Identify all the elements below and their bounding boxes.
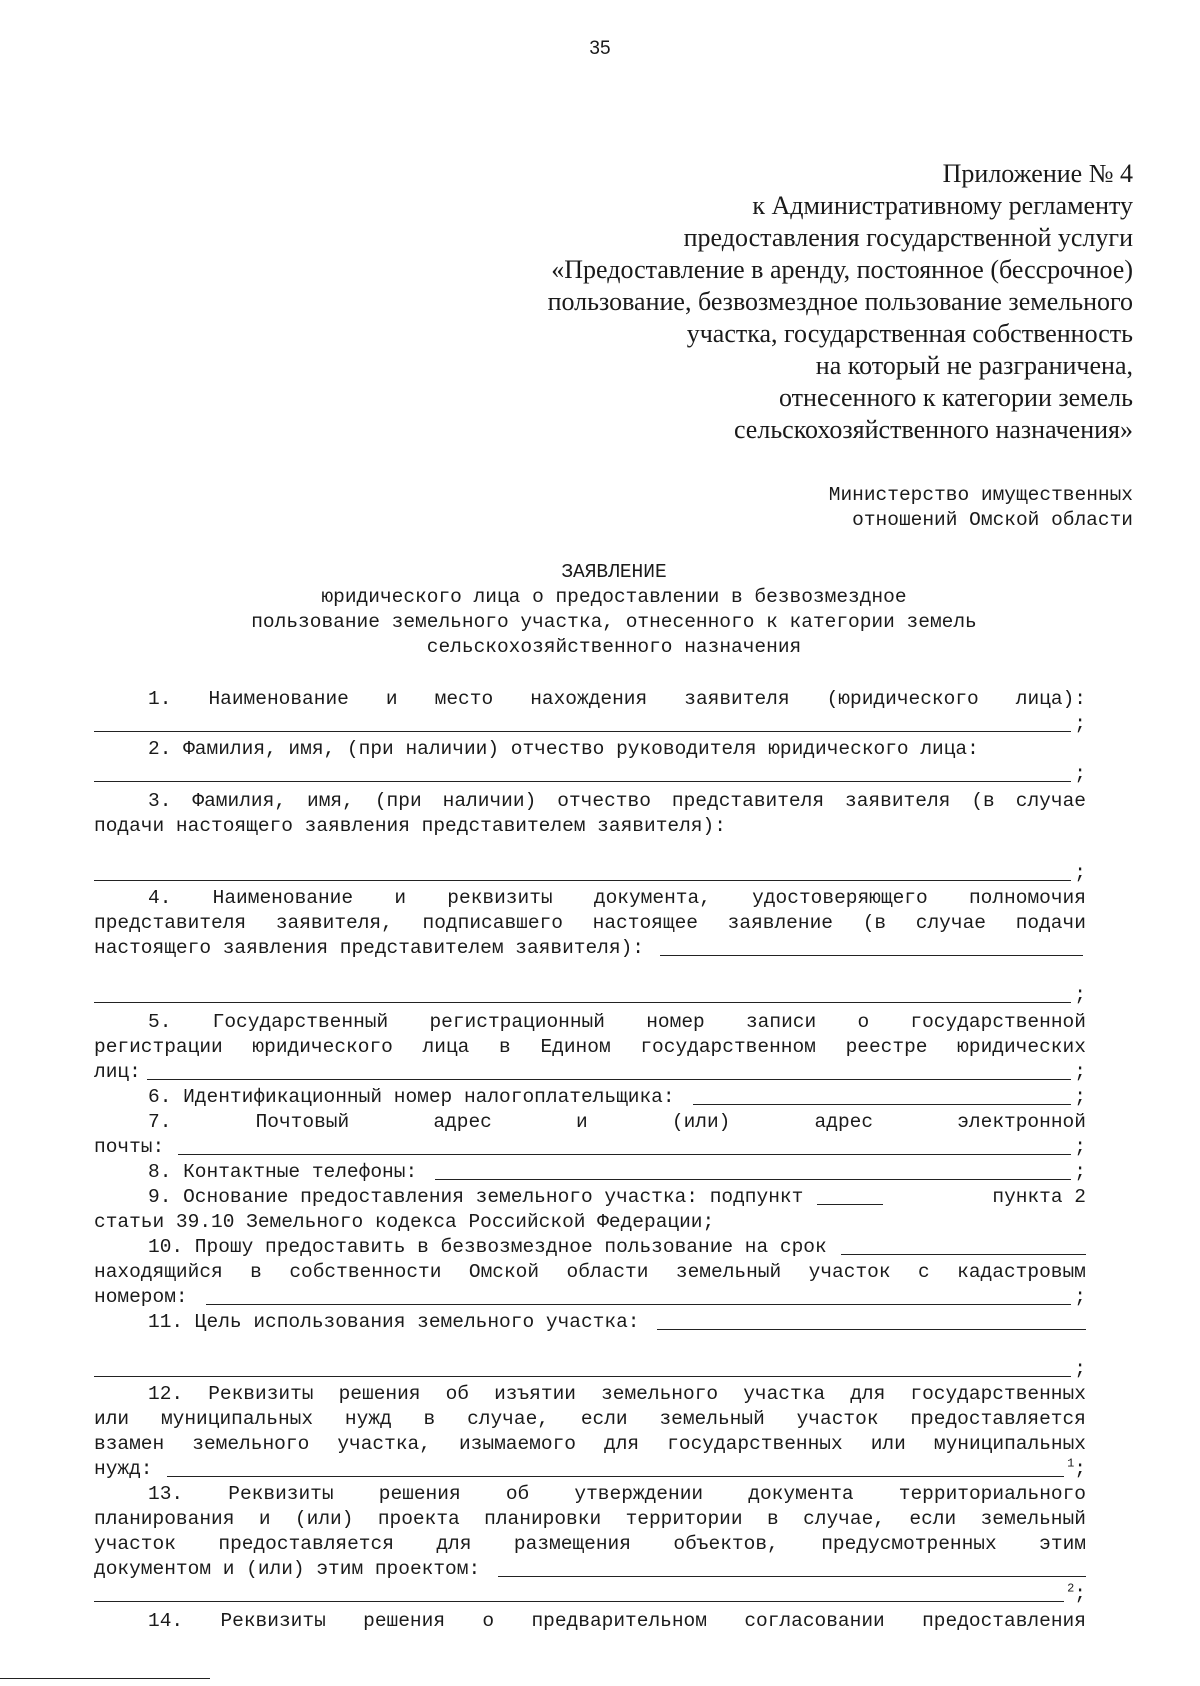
spacer — [94, 961, 1086, 983]
field-10-input-row: номером: ; — [94, 1286, 1086, 1308]
title-line: пользование земельного участка, отнесенного к категории земель — [251, 611, 977, 633]
recipient-line: отношений Омской области — [852, 509, 1133, 531]
page-number: 35 — [589, 38, 611, 59]
field-12-label: 12. Реквизиты решения об изъятии земельного участка для государственных — [148, 1383, 1086, 1405]
field-7-input-row: почты: ; — [94, 1136, 1086, 1158]
director-name-input[interactable] — [94, 766, 1071, 782]
field-12-input-row: нужд: $^1$; — [94, 1456, 1086, 1480]
purpose-input-cont[interactable] — [94, 1361, 1071, 1377]
applicant-name-input[interactable] — [94, 716, 1071, 732]
inn-input[interactable] — [693, 1089, 1072, 1105]
seizure-decision-input[interactable] — [167, 1461, 1065, 1477]
field-10-row-cont: находящийся в собственности Омской области земельный участок с кадастровым — [94, 1261, 1086, 1283]
field-2-input-row: ; — [94, 762, 1086, 787]
purpose-input[interactable] — [657, 1314, 1086, 1330]
field-4-input-row: ; — [94, 983, 1086, 1008]
appendix-line: участка, государственная собственность — [686, 319, 1133, 348]
field-4-label: 4. Наименование и реквизиты документа, удостоверяющего полномочия — [148, 887, 1086, 909]
field-13-label: 13. Реквизиты решения об утверждении документа территориального — [148, 1483, 1086, 1505]
field-12-label-cont: или муниципальных нужд в случае, если земельный участок предоставляется — [94, 1408, 1086, 1430]
field-3-label: 3. Фамилия, имя, (при наличии) отчество представителя заявителя (в случае — [148, 790, 1086, 812]
recipient-line: Министерство имущественных — [828, 484, 1133, 506]
field-4-label-cont2: настоящего заявления представителем заявителя): — [94, 936, 1086, 961]
field-11-row: 11. Цель использования земельного участка: — [94, 1310, 1086, 1335]
field-7-label: 7. Почтовый адрес и (или) адрес электронной — [148, 1111, 1086, 1133]
field-11-input-row: ; — [94, 1357, 1086, 1382]
document-title — [94, 560, 1134, 660]
footnote-separator — [0, 1678, 210, 1679]
phones-input[interactable] — [435, 1164, 1071, 1180]
appendix-line: к Административному регламенту — [752, 191, 1133, 220]
ogrn-input[interactable] — [147, 1064, 1071, 1080]
representative-name-input[interactable] — [94, 865, 1071, 881]
field-10-row: 10. Прошу предоставить в безвозмездное пользование на срок — [94, 1235, 1086, 1260]
spacer — [94, 839, 1086, 861]
field-4-label-cont: представителя заявителя, подписавшего настоящее заявление (в случае подачи — [94, 912, 1086, 934]
field-3-label-cont: подачи настоящего заявления представителем заявителя): — [94, 815, 726, 837]
footnote-marker: 1 — [1067, 1456, 1075, 1471]
term-input[interactable] — [841, 1239, 1086, 1255]
application-form — [94, 687, 1086, 1634]
field-12-label-cont2: взамен земельного участка, изымаемого для государственных или муниципальных — [94, 1433, 1086, 1455]
appendix-line: предоставления государственной услуги — [683, 223, 1133, 252]
address-email-input[interactable] — [178, 1139, 1071, 1155]
authority-document-input[interactable] — [660, 940, 1083, 956]
field-9-row-cont: статьи 39.10 Земельного кодекса Российской Федерации; — [94, 1211, 715, 1233]
authority-document-input-cont[interactable] — [94, 987, 1071, 1003]
appendix-line: пользование, безвозмездное пользование земельного — [547, 287, 1133, 316]
field-2-label: 2. Фамилия, имя, (при наличии) отчество руководителя юридического лица: — [148, 738, 979, 760]
cadastral-number-input[interactable] — [206, 1289, 1072, 1305]
planning-document-input-cont[interactable] — [94, 1586, 1064, 1602]
field-9-row: 9. Основание предоставления земельного участка: подпункт пункта 2 — [148, 1186, 1086, 1208]
recipient-block — [829, 483, 1133, 533]
appendix-header — [413, 158, 1133, 446]
field-13-label-cont2: участок предоставляется для размещения объектов, предусмотренных этим — [94, 1533, 1086, 1555]
field-5-input-row: лиц: ; — [94, 1061, 1086, 1083]
title-line: сельскохозяйственного назначения — [426, 636, 802, 658]
spacer — [94, 1335, 1086, 1357]
appendix-line: отнесенного к категории земель — [779, 383, 1133, 412]
appendix-line: Приложение № 4 — [942, 159, 1133, 188]
field-1-input-row: ; — [94, 712, 1086, 737]
title-heading: ЗАЯВЛЕНИЕ — [561, 561, 667, 583]
field-13-label-cont: планирования и (или) проекта планировки территории в случае, если земельный — [94, 1508, 1086, 1530]
field-5-label-cont: регистрации юридического лица в Едином государственном реестре юридических — [94, 1036, 1086, 1058]
appendix-line: сельскохозяйственного назначения» — [733, 415, 1133, 444]
appendix-line: на который не разграничена, — [815, 351, 1133, 380]
field-8-row: 8. Контактные телефоны: ; — [148, 1161, 1086, 1183]
field-5-label: 5. Государственный регистрационный номер записи о государственной — [148, 1011, 1086, 1033]
field-6-row: 6. Идентификационный номер налогоплательщика: ; — [148, 1086, 1086, 1108]
field-1-label: 1. Наименование и место нахождения заявителя (юридического лица): — [148, 688, 1086, 710]
field-3-input-row: ; — [94, 861, 1086, 886]
footnote-marker: 2 — [1067, 1581, 1075, 1596]
title-line: юридического лица о предоставлении в безвозмездное — [321, 586, 907, 608]
subparagraph-input[interactable] — [817, 1189, 883, 1205]
field-13-label-cont3: документом и (или) этим проектом: — [94, 1557, 1086, 1582]
field-14-label: 14. Реквизиты решения о предварительном согласовании предоставления — [148, 1610, 1086, 1632]
appendix-line: «Предоставление в аренду, постоянное (бессрочное) — [551, 255, 1133, 284]
planning-document-input[interactable] — [498, 1561, 1086, 1577]
field-13-input-row: $^2$; — [94, 1582, 1086, 1607]
